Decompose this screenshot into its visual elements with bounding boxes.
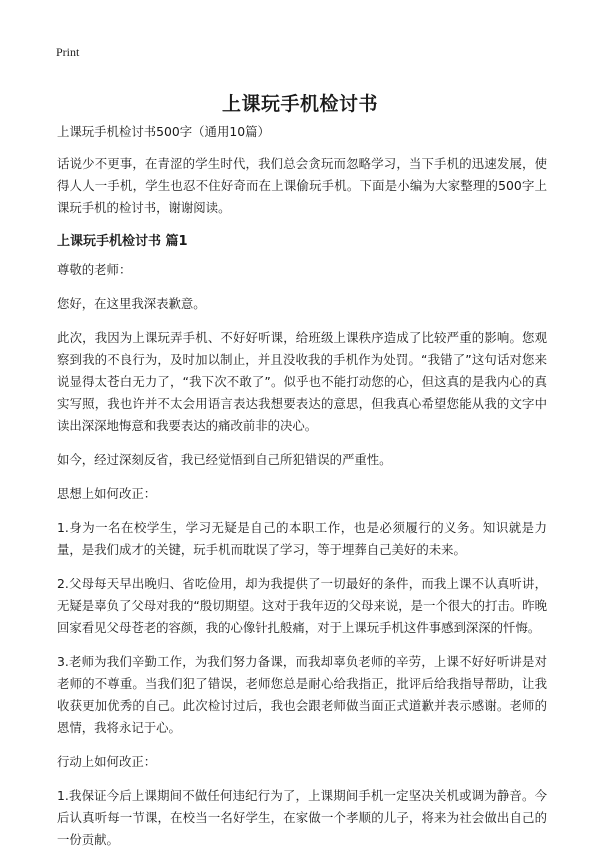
reflection-paragraph: 如今，经过深刻反省，我已经觉悟到自己所犯错误的严重性。 xyxy=(57,452,392,467)
action-heading: 行动上如何改正： xyxy=(57,754,157,769)
thought-item: 3.老师为我们辛勤工作，为我们努力备课，而我却辜负老师的辛劳，上课不好好听讲是对老师的不尊重。当我们犯了错误，老师您总是耐心给我指正，批评后给我指导帮助，让我收获更加优秀的自己。此次检讨过后，我也会跟老师做当面正式道歉并表示感谢。老师的恩情，我将永记于心。 xyxy=(57,654,547,735)
article-body xyxy=(57,121,547,863)
action-item: 1.我保证今后上课期间不做任何违纪行为了，上课期间手机一定坚决关机或调为静音。今后认真听每一节课，在校当一名好学生，在家做一个孝顺的儿子，将来为社会做出自己的一份贡献。 xyxy=(57,788,547,847)
thought-item: 1.身为一名在校学生，学习无疑是自己的本职工作，也是必须履行的义务。知识就是力量，是我们成才的关键，玩手机而耽误了学习，等于埋葬自己美好的未来。 xyxy=(57,520,547,557)
thought-item: 2.父母每天早出晚归、省吃俭用，却为我提供了一切最好的条件，而我上课不认真听讲，无疑是辜负了父母对我的“殷切期望。这对于我年迈的父母来说，是一个很大的打击。昨晚回家看见父母苍老的容颜，我的心像针扎般痛，对于上课玩手机这件事感到深深的忏悔。 xyxy=(57,576,547,635)
print-link[interactable]: Print xyxy=(56,45,80,59)
incident-paragraph: 此次，我因为上课玩弄手机、不好好听课，给班级上课秩序造成了比较严重的影响。您观察到我的不良行为，及时加以制止，并且没收我的手机作为处罚。“我错了”这句话对您来说显得太苍白无力了，“我下次不敢了”。似乎也不能打动您的心，但这真的是我内心的真实写照，我也许并不太会用语言表达我想要表达的意思，但我真心希望您能从我的文字中读出深深地悔意和我要表达的痛改前非的决心。 xyxy=(57,330,547,433)
article-subtitle: 上课玩手机检讨书500字（通用10篇） xyxy=(57,124,270,139)
intro-paragraph: 话说少不更事，在青涩的学生时代，我们总会贪玩而忽略学习，当下手机的迅速发展，使得人人一手机，学生也忍不住好奇而在上课偷玩手机。下面是小编为大家整理的500字上课玩手机的检讨书，谢谢阅读。 xyxy=(57,156,547,215)
greeting: 您好，在这里我深表歉意。 xyxy=(57,296,206,311)
page-title: 上课玩手机检讨书 xyxy=(221,92,378,115)
salutation: 尊敬的老师： xyxy=(57,262,132,277)
thought-heading: 思想上如何改正： xyxy=(57,486,157,501)
section-heading: 上课玩手机检讨书 篇1 xyxy=(57,234,188,249)
